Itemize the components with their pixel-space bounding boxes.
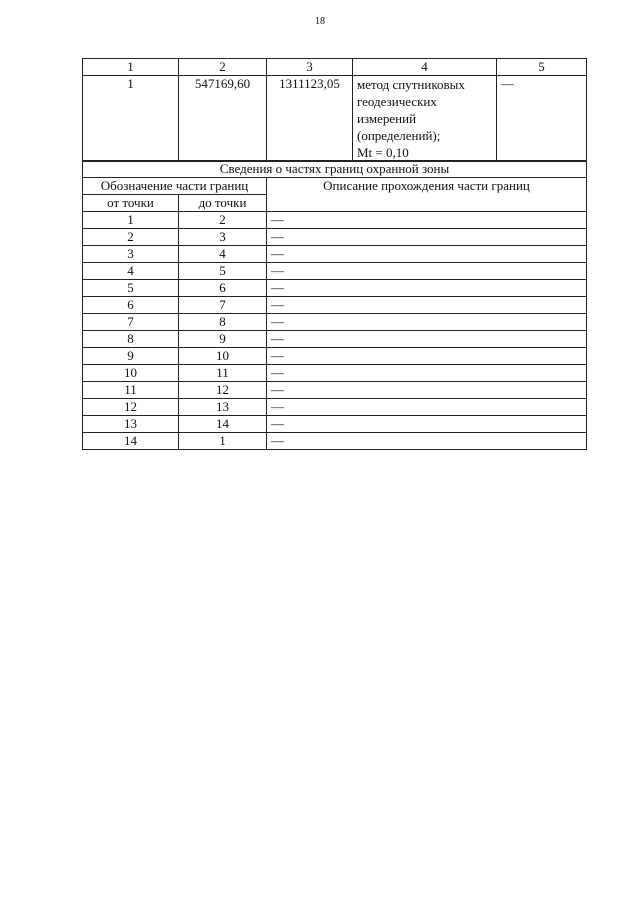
to-point: 8 <box>179 314 267 331</box>
section-title: Сведения о частях границ охранной зоны <box>83 161 587 178</box>
from-point: 14 <box>83 433 179 450</box>
to-point: 10 <box>179 348 267 365</box>
from-point: 6 <box>83 297 179 314</box>
to-point: 11 <box>179 365 267 382</box>
segment-description: — <box>267 399 587 416</box>
segment-description: — <box>267 348 587 365</box>
to-point: 7 <box>179 297 267 314</box>
method-line: геодезических <box>357 94 437 109</box>
to-point: 9 <box>179 331 267 348</box>
boundary-segments-table <box>82 160 587 450</box>
page-number: 18 <box>315 16 325 27</box>
table-row <box>83 399 587 416</box>
segment-description: — <box>267 433 587 450</box>
method-line: Mt = 0,10 <box>357 145 409 160</box>
table-row <box>83 382 587 399</box>
to-point: 12 <box>179 382 267 399</box>
to-point: 3 <box>179 229 267 246</box>
from-point: 2 <box>83 229 179 246</box>
segment-rows <box>83 212 587 450</box>
to-point: 14 <box>179 416 267 433</box>
from-point: 9 <box>83 348 179 365</box>
table-row <box>83 246 587 263</box>
segment-description: — <box>267 365 587 382</box>
segment-description: — <box>267 280 587 297</box>
table-row <box>83 433 587 450</box>
segment-description: — <box>267 246 587 263</box>
table-row <box>83 280 587 297</box>
segment-description: — <box>267 297 587 314</box>
to-point-header: до точки <box>179 195 267 212</box>
column-number: 2 <box>179 59 267 76</box>
from-point: 8 <box>83 331 179 348</box>
description-header: Описание прохождения части границ <box>267 178 587 212</box>
from-point: 10 <box>83 365 179 382</box>
to-point: 5 <box>179 263 267 280</box>
table-row <box>83 297 587 314</box>
header-row <box>83 178 587 195</box>
segment-description: — <box>267 212 587 229</box>
segment-description: — <box>267 314 587 331</box>
from-point: 1 <box>83 212 179 229</box>
column-number: 5 <box>497 59 587 76</box>
table-row <box>83 416 587 433</box>
to-point: 6 <box>179 280 267 297</box>
method-line: метод спутниковых <box>357 77 465 92</box>
from-point-header: от точки <box>83 195 179 212</box>
segment-description: — <box>267 382 587 399</box>
from-point: 11 <box>83 382 179 399</box>
segment-description: — <box>267 331 587 348</box>
column-number: 1 <box>83 59 179 76</box>
column-number: 4 <box>353 59 497 76</box>
table-row <box>83 229 587 246</box>
coordinates-table <box>82 58 587 162</box>
column-number-row <box>83 59 587 76</box>
from-point: 4 <box>83 263 179 280</box>
segment-description: — <box>267 416 587 433</box>
coordinate-x: 547169,60 <box>179 76 267 162</box>
to-point: 13 <box>179 399 267 416</box>
from-point: 5 <box>83 280 179 297</box>
point-number: 1 <box>83 76 179 162</box>
from-point: 7 <box>83 314 179 331</box>
table-row <box>83 212 587 229</box>
coordinate-y: 1311123,05 <box>267 76 353 162</box>
from-point: 13 <box>83 416 179 433</box>
column-number: 3 <box>267 59 353 76</box>
to-point: 2 <box>179 212 267 229</box>
coordinate-row <box>83 76 587 162</box>
determination-method <box>353 76 497 162</box>
to-point: 1 <box>179 433 267 450</box>
method-line: (определений); <box>357 128 441 143</box>
to-point: 4 <box>179 246 267 263</box>
section-title-row <box>83 161 587 178</box>
designation-header: Обозначение части границ <box>83 178 267 195</box>
from-point: 12 <box>83 399 179 416</box>
table-row <box>83 365 587 382</box>
column-5-value: — <box>497 76 587 162</box>
table-row <box>83 348 587 365</box>
method-line: измерений <box>357 111 417 126</box>
segment-description: — <box>267 263 587 280</box>
segment-description: — <box>267 229 587 246</box>
table-row <box>83 263 587 280</box>
table-row <box>83 331 587 348</box>
table-row <box>83 314 587 331</box>
from-point: 3 <box>83 246 179 263</box>
